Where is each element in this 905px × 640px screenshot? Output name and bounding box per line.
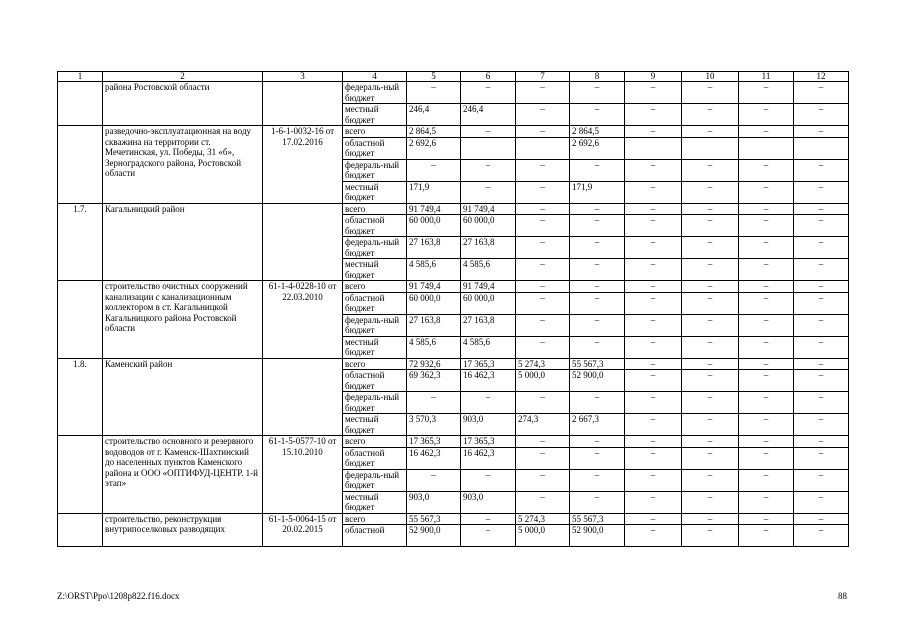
budget-source: местный бюджет bbox=[343, 181, 407, 203]
object-name: разведочно-эксплуатационная на воду скважина на территории ст. Мечетинская, ул. Победы, 31 «б», Зерноградского района, Ростовской области bbox=[103, 126, 263, 204]
amount-cell: – bbox=[570, 447, 625, 469]
amount-cell: 52 900,0 bbox=[570, 370, 625, 392]
amount-cell: – bbox=[516, 491, 570, 513]
amount-cell: – bbox=[516, 281, 570, 293]
amount-cell: – bbox=[461, 513, 516, 525]
amount-cell: – bbox=[407, 392, 461, 414]
amount-cell: 171,9 bbox=[407, 181, 461, 203]
amount-cell: – bbox=[625, 525, 682, 547]
amount-cell: – bbox=[625, 82, 682, 104]
amount-cell bbox=[739, 137, 794, 159]
budget-source: федераль-ный бюджет bbox=[343, 159, 407, 181]
amount-cell: – bbox=[625, 491, 682, 513]
amount-cell: – bbox=[739, 292, 794, 314]
amount-cell: 16 462,3 bbox=[461, 447, 516, 469]
amount-cell: – bbox=[794, 281, 849, 293]
project-code: 61-1-5-0064-15 от 20.02.2015 bbox=[263, 513, 343, 547]
amount-cell: – bbox=[625, 215, 682, 237]
amount-cell: – bbox=[625, 203, 682, 215]
amount-cell: – bbox=[794, 203, 849, 215]
amount-cell: – bbox=[570, 469, 625, 491]
amount-cell: – bbox=[794, 336, 849, 358]
amount-cell: 5 274,3 bbox=[516, 513, 570, 525]
amount-cell: – bbox=[739, 336, 794, 358]
amount-cell: – bbox=[739, 314, 794, 336]
object-name: строительство, реконструкция внутрипоселковых разводящих bbox=[103, 513, 263, 547]
amount-cell: 91 749,4 bbox=[461, 281, 516, 293]
amount-cell: – bbox=[625, 237, 682, 259]
amount-cell bbox=[625, 137, 682, 159]
amount-cell: 171,9 bbox=[570, 181, 625, 203]
file-path: Z:\ORST\Ppo\1208p822.f16.docx bbox=[57, 591, 180, 601]
amount-cell: – bbox=[794, 414, 849, 436]
amount-cell: – bbox=[516, 82, 570, 104]
amount-cell: – bbox=[625, 414, 682, 436]
amount-cell: – bbox=[682, 525, 739, 547]
amount-cell: – bbox=[570, 215, 625, 237]
amount-cell: 4 585,6 bbox=[461, 336, 516, 358]
amount-cell: – bbox=[570, 491, 625, 513]
amount-cell: – bbox=[625, 447, 682, 469]
amount-cell: – bbox=[570, 159, 625, 181]
amount-cell: – bbox=[625, 392, 682, 414]
amount-cell: – bbox=[739, 215, 794, 237]
amount-cell: – bbox=[794, 126, 849, 138]
amount-cell: – bbox=[682, 314, 739, 336]
budget-source: федераль-ный бюджет bbox=[343, 469, 407, 491]
amount-cell: – bbox=[516, 292, 570, 314]
amount-cell: – bbox=[794, 292, 849, 314]
amount-cell: 2 692,6 bbox=[570, 137, 625, 159]
amount-cell: – bbox=[461, 525, 516, 547]
amount-cell: 27 163,8 bbox=[461, 237, 516, 259]
amount-cell: – bbox=[516, 159, 570, 181]
row-number bbox=[58, 126, 103, 204]
amount-cell: 2 667,3 bbox=[570, 414, 625, 436]
budget-source: всего bbox=[343, 358, 407, 370]
column-number: 6 bbox=[461, 72, 516, 82]
amount-cell: – bbox=[794, 370, 849, 392]
amount-cell: – bbox=[625, 181, 682, 203]
amount-cell: – bbox=[625, 292, 682, 314]
table-row bbox=[58, 513, 849, 525]
budget-source: федераль-ный бюджет bbox=[343, 314, 407, 336]
amount-cell: – bbox=[682, 491, 739, 513]
row-number bbox=[58, 436, 103, 514]
column-number: 8 bbox=[570, 72, 625, 82]
project-code bbox=[263, 203, 343, 281]
amount-cell: – bbox=[682, 104, 739, 126]
amount-cell: – bbox=[570, 314, 625, 336]
project-code: 1-6-1-0032-16 от 17.02.2016 bbox=[263, 126, 343, 204]
amount-cell: – bbox=[739, 525, 794, 547]
budget-source: областной bbox=[343, 525, 407, 547]
column-number: 10 bbox=[682, 72, 739, 82]
amount-cell: – bbox=[739, 358, 794, 370]
amount-cell: – bbox=[625, 159, 682, 181]
amount-cell: – bbox=[739, 126, 794, 138]
amount-cell: – bbox=[682, 513, 739, 525]
amount-cell: – bbox=[625, 336, 682, 358]
amount-cell: – bbox=[625, 281, 682, 293]
amount-cell: 60 000,0 bbox=[461, 292, 516, 314]
amount-cell: 27 163,8 bbox=[461, 314, 516, 336]
amount-cell: – bbox=[682, 181, 739, 203]
budget-source: областной бюджет bbox=[343, 370, 407, 392]
amount-cell: – bbox=[794, 447, 849, 469]
column-number: 9 bbox=[625, 72, 682, 82]
project-code: 61-1-4-0228-10 от 22.03.2010 bbox=[263, 281, 343, 359]
amount-cell bbox=[461, 137, 516, 159]
amount-cell: – bbox=[794, 259, 849, 281]
budget-source: всего bbox=[343, 513, 407, 525]
amount-cell: – bbox=[516, 181, 570, 203]
amount-cell: – bbox=[682, 436, 739, 448]
amount-cell: 52 900,0 bbox=[407, 525, 461, 547]
column-number: 11 bbox=[739, 72, 794, 82]
amount-cell: – bbox=[625, 314, 682, 336]
amount-cell: – bbox=[570, 104, 625, 126]
row-number bbox=[58, 82, 103, 126]
amount-cell: – bbox=[739, 281, 794, 293]
amount-cell: – bbox=[625, 370, 682, 392]
budget-source: всего bbox=[343, 126, 407, 138]
column-number: 1 bbox=[58, 72, 103, 82]
amount-cell: 2 864,5 bbox=[407, 126, 461, 138]
amount-cell: 91 749,4 bbox=[407, 203, 461, 215]
amount-cell: 4 585,6 bbox=[407, 336, 461, 358]
row-number bbox=[58, 513, 103, 547]
budget-source: местный бюджет bbox=[343, 491, 407, 513]
amount-cell: – bbox=[570, 237, 625, 259]
object-name: строительство очистных сооружений канализации с канализационным коллектором в ст. Кагальницкой Кагальницкого района Ростовской области bbox=[103, 281, 263, 359]
amount-cell: – bbox=[516, 259, 570, 281]
amount-cell: 55 567,3 bbox=[570, 513, 625, 525]
amount-cell: – bbox=[682, 336, 739, 358]
amount-cell: – bbox=[407, 469, 461, 491]
row-number: 1.8. bbox=[58, 358, 103, 436]
amount-cell: – bbox=[625, 469, 682, 491]
amount-cell: – bbox=[739, 159, 794, 181]
amount-cell: – bbox=[407, 82, 461, 104]
table-row bbox=[58, 436, 849, 448]
amount-cell: – bbox=[682, 126, 739, 138]
amount-cell bbox=[682, 137, 739, 159]
amount-cell: – bbox=[516, 104, 570, 126]
amount-cell: – bbox=[516, 203, 570, 215]
amount-cell bbox=[794, 137, 849, 159]
amount-cell: – bbox=[570, 336, 625, 358]
amount-cell: – bbox=[739, 436, 794, 448]
amount-cell: – bbox=[794, 525, 849, 547]
amount-cell: – bbox=[570, 392, 625, 414]
amount-cell: – bbox=[461, 126, 516, 138]
amount-cell: – bbox=[625, 513, 682, 525]
amount-cell: – bbox=[794, 181, 849, 203]
page-number: 88 bbox=[838, 591, 847, 601]
column-number: 12 bbox=[794, 72, 849, 82]
amount-cell: 91 749,4 bbox=[407, 281, 461, 293]
budget-source: всего bbox=[343, 281, 407, 293]
table-row bbox=[58, 126, 849, 138]
amount-cell: – bbox=[625, 126, 682, 138]
amount-cell: – bbox=[516, 215, 570, 237]
object-name: строительство основного и резервного водоводов от г. Каменск-Шахтинский до населенных пунктов Каменского района и ООО «ОПТИФУД-ЦЕНТР. 1-й этап» bbox=[103, 436, 263, 514]
amount-cell: – bbox=[682, 358, 739, 370]
amount-cell: – bbox=[682, 392, 739, 414]
amount-cell: 5 274,3 bbox=[516, 358, 570, 370]
amount-cell: – bbox=[739, 82, 794, 104]
budget-source: всего bbox=[343, 436, 407, 448]
amount-cell: – bbox=[794, 82, 849, 104]
amount-cell: 4 585,6 bbox=[407, 259, 461, 281]
amount-cell: – bbox=[739, 259, 794, 281]
budget-source: федераль-ный бюджет bbox=[343, 392, 407, 414]
amount-cell: 5 000,0 bbox=[516, 525, 570, 547]
amount-cell: – bbox=[739, 104, 794, 126]
budget-table bbox=[57, 71, 849, 547]
amount-cell: 5 000,0 bbox=[516, 370, 570, 392]
amount-cell: – bbox=[739, 203, 794, 215]
amount-cell: 903,0 bbox=[407, 491, 461, 513]
table-row bbox=[58, 203, 849, 215]
amount-cell: 27 163,8 bbox=[407, 314, 461, 336]
amount-cell: 17 365,3 bbox=[461, 358, 516, 370]
amount-cell: – bbox=[739, 469, 794, 491]
amount-cell: – bbox=[682, 215, 739, 237]
amount-cell: 4 585,6 bbox=[461, 259, 516, 281]
amount-cell: 17 365,3 bbox=[461, 436, 516, 448]
project-code bbox=[263, 82, 343, 126]
amount-cell: – bbox=[461, 159, 516, 181]
amount-cell: – bbox=[461, 181, 516, 203]
object-name: Кагальницкий район bbox=[103, 203, 263, 281]
amount-cell: – bbox=[461, 392, 516, 414]
amount-cell: 27 163,8 bbox=[407, 237, 461, 259]
amount-cell: – bbox=[625, 104, 682, 126]
amount-cell: 17 365,3 bbox=[407, 436, 461, 448]
budget-source: всего bbox=[343, 203, 407, 215]
amount-cell: – bbox=[682, 82, 739, 104]
amount-cell: – bbox=[570, 259, 625, 281]
amount-cell bbox=[516, 137, 570, 159]
amount-cell: – bbox=[739, 414, 794, 436]
project-code: 61-1-5-0577-10 от 15.10.2010 bbox=[263, 436, 343, 514]
amount-cell: – bbox=[407, 159, 461, 181]
amount-cell: 91 749,4 bbox=[461, 203, 516, 215]
amount-cell: – bbox=[682, 237, 739, 259]
amount-cell: – bbox=[739, 491, 794, 513]
budget-source: местный бюджет bbox=[343, 259, 407, 281]
amount-cell: 246,4 bbox=[407, 104, 461, 126]
amount-cell: 2 692,6 bbox=[407, 137, 461, 159]
table-row bbox=[58, 358, 849, 370]
budget-source: местный бюджет bbox=[343, 414, 407, 436]
amount-cell: 903,0 bbox=[461, 414, 516, 436]
amount-cell: 60 000,0 bbox=[461, 215, 516, 237]
amount-cell: – bbox=[682, 159, 739, 181]
amount-cell: – bbox=[625, 436, 682, 448]
table-row bbox=[58, 82, 849, 104]
amount-cell: – bbox=[516, 314, 570, 336]
amount-cell: – bbox=[794, 513, 849, 525]
column-number: 3 bbox=[263, 72, 343, 82]
amount-cell: – bbox=[516, 336, 570, 358]
amount-cell: – bbox=[739, 237, 794, 259]
row-number bbox=[58, 281, 103, 359]
budget-source: федераль-ный бюджет bbox=[343, 82, 407, 104]
amount-cell: – bbox=[794, 159, 849, 181]
amount-cell: – bbox=[570, 203, 625, 215]
amount-cell: – bbox=[794, 215, 849, 237]
column-number: 5 bbox=[407, 72, 461, 82]
amount-cell: – bbox=[682, 469, 739, 491]
amount-cell: – bbox=[461, 469, 516, 491]
column-number: 4 bbox=[343, 72, 407, 82]
column-number-row bbox=[58, 72, 849, 82]
amount-cell: 72 932,6 bbox=[407, 358, 461, 370]
amount-cell: – bbox=[794, 469, 849, 491]
amount-cell: – bbox=[682, 414, 739, 436]
amount-cell: – bbox=[570, 82, 625, 104]
project-code bbox=[263, 358, 343, 436]
amount-cell: 274,3 bbox=[516, 414, 570, 436]
amount-cell: – bbox=[739, 513, 794, 525]
amount-cell: 69 362,3 bbox=[407, 370, 461, 392]
budget-source: областной бюджет bbox=[343, 447, 407, 469]
amount-cell: – bbox=[682, 292, 739, 314]
amount-cell: 55 567,3 bbox=[570, 358, 625, 370]
amount-cell: – bbox=[516, 126, 570, 138]
amount-cell: – bbox=[739, 370, 794, 392]
amount-cell: 16 462,3 bbox=[407, 447, 461, 469]
amount-cell: – bbox=[794, 314, 849, 336]
amount-cell: – bbox=[794, 491, 849, 513]
amount-cell: – bbox=[794, 436, 849, 448]
budget-source: областной бюджет bbox=[343, 137, 407, 159]
amount-cell: – bbox=[570, 436, 625, 448]
amount-cell: – bbox=[570, 281, 625, 293]
amount-cell: 16 462,3 bbox=[461, 370, 516, 392]
amount-cell: 55 567,3 bbox=[407, 513, 461, 525]
amount-cell: 246,4 bbox=[461, 104, 516, 126]
amount-cell: – bbox=[739, 447, 794, 469]
amount-cell: – bbox=[461, 82, 516, 104]
budget-source: местный бюджет bbox=[343, 336, 407, 358]
object-name: района Ростовской области bbox=[103, 82, 263, 126]
column-number: 7 bbox=[516, 72, 570, 82]
amount-cell: – bbox=[516, 469, 570, 491]
amount-cell: 60 000,0 bbox=[407, 215, 461, 237]
amount-cell: – bbox=[625, 358, 682, 370]
budget-source: областной бюджет bbox=[343, 215, 407, 237]
budget-source: местный бюджет bbox=[343, 104, 407, 126]
row-number: 1.7. bbox=[58, 203, 103, 281]
amount-cell: 903,0 bbox=[461, 491, 516, 513]
column-number: 2 bbox=[103, 72, 263, 82]
amount-cell: – bbox=[516, 237, 570, 259]
amount-cell: – bbox=[739, 181, 794, 203]
amount-cell: – bbox=[682, 259, 739, 281]
amount-cell: – bbox=[516, 436, 570, 448]
amount-cell: – bbox=[794, 392, 849, 414]
amount-cell: – bbox=[794, 104, 849, 126]
amount-cell: – bbox=[625, 259, 682, 281]
amount-cell: – bbox=[794, 237, 849, 259]
table-row bbox=[58, 281, 849, 293]
amount-cell: 52 900,0 bbox=[570, 525, 625, 547]
amount-cell: 60 000,0 bbox=[407, 292, 461, 314]
amount-cell: 3 570,3 bbox=[407, 414, 461, 436]
amount-cell: – bbox=[516, 392, 570, 414]
amount-cell: – bbox=[794, 358, 849, 370]
amount-cell: – bbox=[682, 370, 739, 392]
budget-source: областной бюджет bbox=[343, 292, 407, 314]
amount-cell: 2 864,5 bbox=[570, 126, 625, 138]
amount-cell: – bbox=[570, 292, 625, 314]
amount-cell: – bbox=[516, 447, 570, 469]
amount-cell: – bbox=[682, 281, 739, 293]
amount-cell: – bbox=[739, 392, 794, 414]
object-name: Каменский район bbox=[103, 358, 263, 436]
amount-cell: – bbox=[682, 447, 739, 469]
amount-cell: – bbox=[682, 203, 739, 215]
budget-source: федераль-ный бюджет bbox=[343, 237, 407, 259]
